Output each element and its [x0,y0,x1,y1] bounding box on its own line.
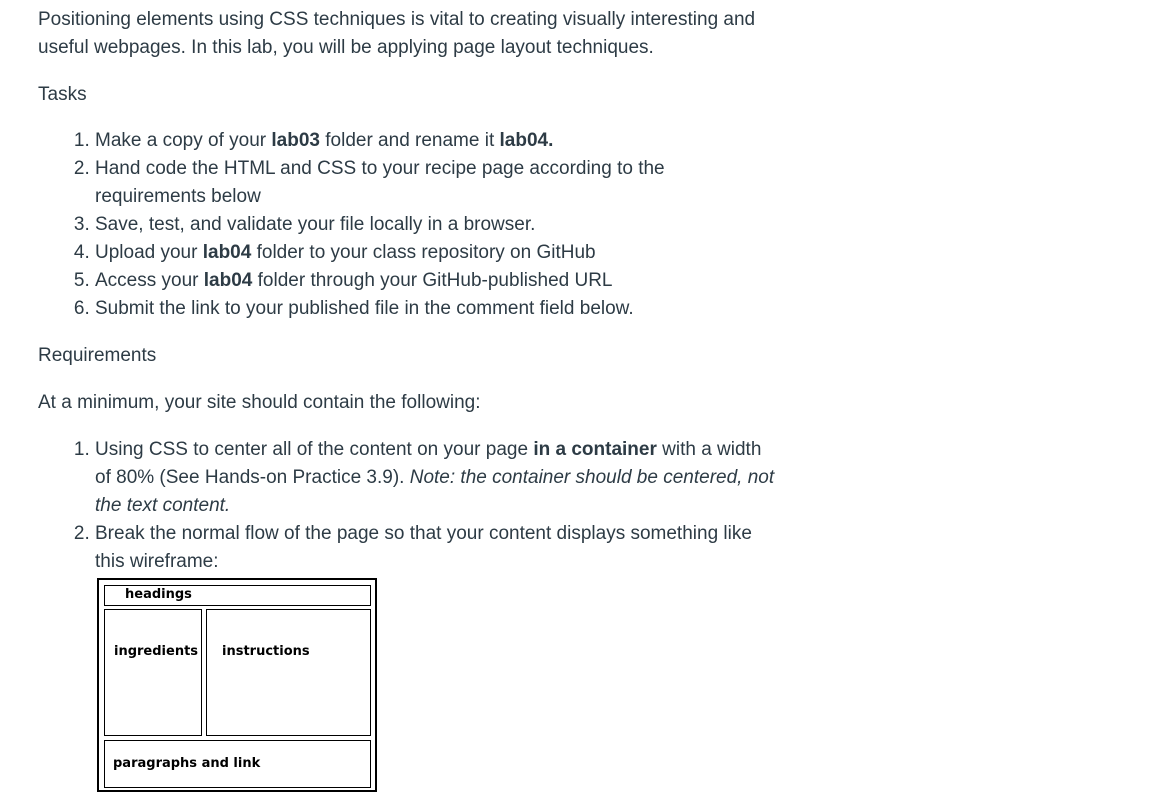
task-item-2: 2. Hand code the HTML and CSS to your recipe page according to the requirements below [95,155,778,211]
task-item-6: 6. Submit the link to your published file in the comment field below. [95,295,778,323]
task-item-3: 3. Save, test, and validate your file locally in a browser. [95,211,778,239]
intro-paragraph: Positioning elements using CSS techniques is vital to creating visually interesting and useful webpages. In this lab, you will be applying page layout techniques. [38,9,756,58]
requirements-list [38,436,778,576]
task-item-5: 5. Access your lab04 folder through your GitHub-published URL [95,267,778,295]
tasks-list [38,127,778,323]
wireframe-diagram [97,578,377,792]
wireframe-ingredients-box: ingredients [104,609,202,736]
requirements-heading: Requirements [38,345,157,366]
requirement-item-1: 1. Using CSS to center all of the content on your page in a container with a width of 80% (See Hands-on Practice 3.9). Note: the container should be centered, not the text content. [95,436,778,520]
requirement-item-2: 2. Break the normal flow of the page so that your content displays something like this wireframe: [95,520,778,576]
requirements-intro: At a minimum, your site should contain the following: [38,392,481,413]
wireframe-paragraphs-box: paragraphs and link [104,740,371,788]
wireframe-headings-box: headings [104,585,371,606]
task-item-4: 4. Upload your lab04 folder to your class repository on GitHub [95,239,778,267]
task-item-1: 1. Make a copy of your lab03 folder and rename it lab04. [95,127,778,155]
tasks-heading: Tasks [38,84,87,105]
lab-content [38,6,778,576]
wireframe-instructions-box: instructions [206,609,371,736]
